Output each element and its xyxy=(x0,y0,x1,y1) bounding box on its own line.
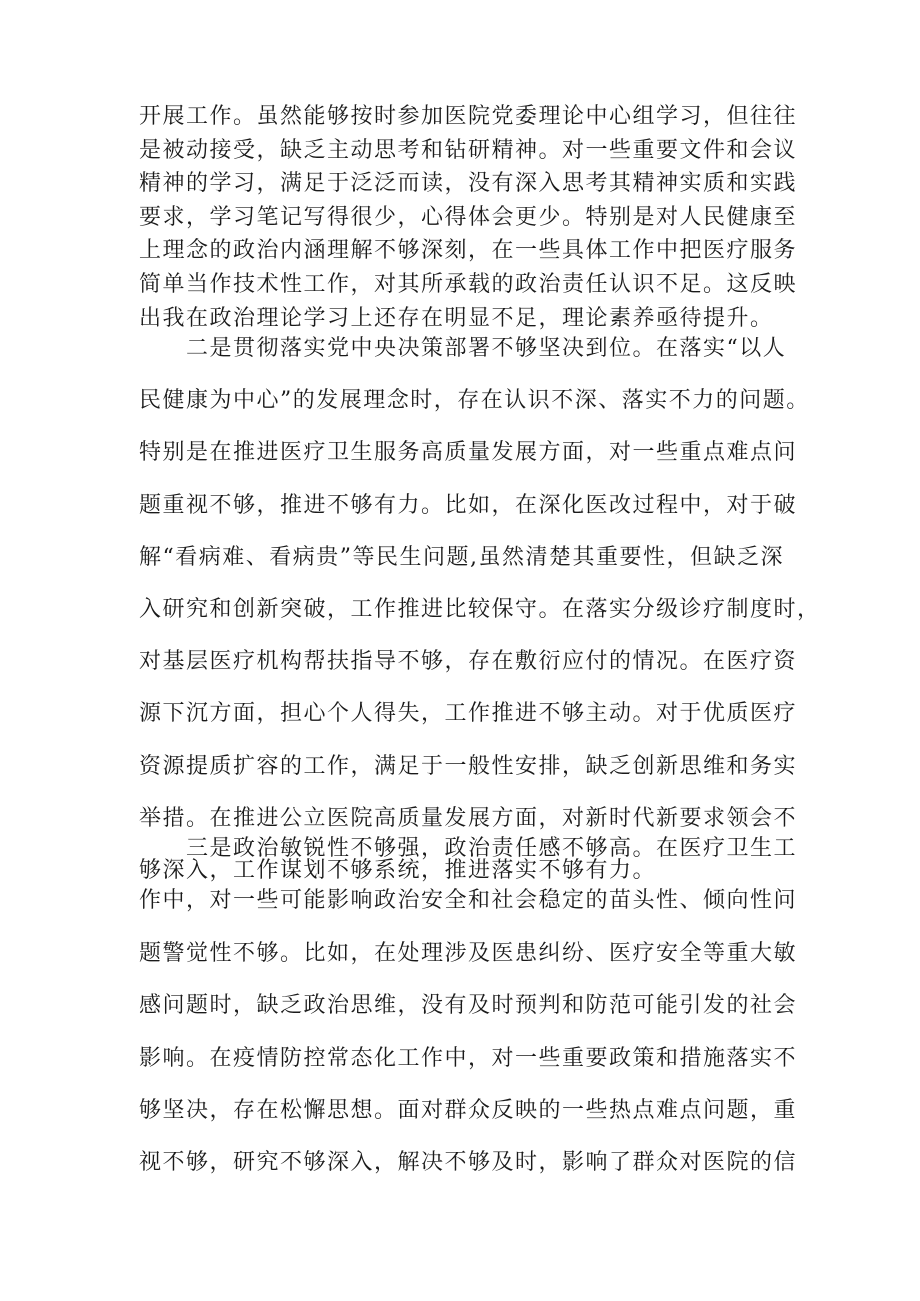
text-line: 感问题时，缺乏政治思维，没有及时预判和防范可能引发的社会 xyxy=(139,993,798,1019)
text-line: 精神的学习，满足于泛泛而读，没有深入思考其精神实质和实践 xyxy=(139,171,798,197)
text-line: 上理念的政治内涵理解不够深刻，在一些具体工作中把医疗服务 xyxy=(139,238,798,264)
text-line: 二是贯彻落实党中央决策部署不够坚决到位。在落实“以人 xyxy=(186,336,787,361)
text-line: 开展工作。虽然能够按时参加医院党委理论中心组学习，但往往 xyxy=(139,104,798,129)
text-line: 出我在政治理论学习上还存在明显不足，理论素养亟待提升。 xyxy=(139,305,774,331)
text-line: 影响。在疫情防控常态化工作中，对一些重要政策和措施落实不 xyxy=(139,1045,798,1071)
text-line: 够深入，工作谋划不够系统，推进落实不够有力。 xyxy=(139,857,657,883)
text-line: 源下沉方面，担心个人得失，工作推进不够主动。对于优质医疗 xyxy=(139,701,798,727)
text-line: 解“看病难、看病贵”等民生问题,虽然清楚其重要性，但缺乏深 xyxy=(139,544,784,570)
text-line: 简单当作技术性工作，对其所承载的政治责任认识不足。这反映 xyxy=(139,271,798,297)
text-line: 民健康为中心”的发展理念时，存在认识不深、落实不力的问题。 xyxy=(139,388,810,414)
text-line: 题重视不够，推进不够有力。比如，在深化医改过程中，对于破 xyxy=(139,492,798,518)
text-line: 作中，对一些可能影响政治安全和社会稳定的苗头性、倾向性问 xyxy=(139,888,798,914)
text-line: 举措。在推进公立医院高质量发展方面，对新时代新要求领会不 xyxy=(139,805,798,831)
text-line: 资源提质扩容的工作，满足于一般性安排，缺乏创新思维和务实 xyxy=(139,753,798,779)
text-line: 特别是在推进医疗卫生服务高质量发展方面，对一些重点难点问 xyxy=(139,440,798,466)
paragraph-continuation xyxy=(139,100,798,335)
text-line: 入研究和创新突破，工作推进比较保守。在落实分级诊疗制度时， xyxy=(139,596,821,622)
text-line: 题警觉性不够。比如，在处理涉及医患纠纷、医疗安全等重大敏 xyxy=(139,940,798,966)
paragraph-point-two xyxy=(139,323,821,897)
text-line: 是被动接受，缺乏主动思考和钻研精神。对一些重要文件和会议 xyxy=(139,137,798,163)
text-line: 够坚决，存在松懈思想。面对群众反映的一些热点难点问题，重 xyxy=(139,1097,798,1123)
text-line: 视不够，研究不够深入，解决不够及时，影响了群众对医院的信 xyxy=(139,1150,798,1176)
text-line: 对基层医疗机构帮扶指导不够，存在敷衍应付的情况。在医疗资 xyxy=(139,649,798,675)
text-line: 三是政治敏锐性不够强，政治责任感不够高。在医疗卫生工 xyxy=(186,836,798,861)
paragraph-point-three xyxy=(139,823,798,1190)
text-line: 要求，学习笔记写得很少，心得体会更少。特别是对人民健康至 xyxy=(139,204,798,230)
